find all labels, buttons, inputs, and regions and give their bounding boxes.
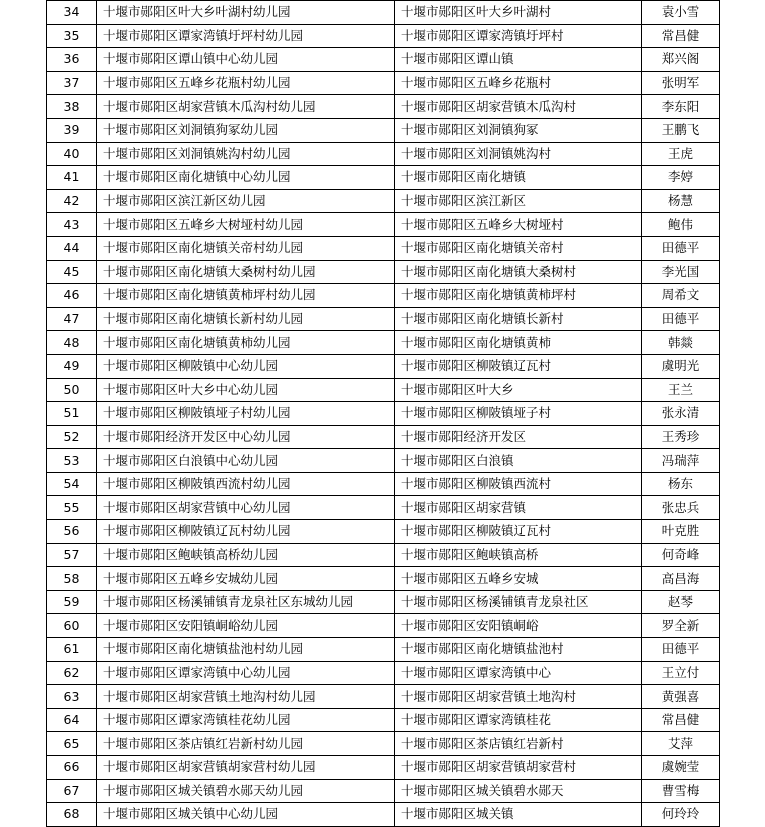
kindergarten-address: 十堰市郧阳区叶大乡 (395, 378, 642, 402)
contact-person: 李光国 (642, 260, 720, 284)
kindergarten-address: 十堰市郧阳区五峰乡花瓶村 (395, 71, 642, 95)
kindergarten-address: 十堰市郧阳区刘洞镇狗冢 (395, 118, 642, 142)
contact-person: 艾萍 (642, 732, 720, 756)
table-row (47, 307, 720, 331)
contact-person: 王秀珍 (642, 425, 720, 449)
contact-person: 曹雪梅 (642, 779, 720, 803)
contact-person: 叶克胜 (642, 520, 720, 544)
table-row (47, 803, 720, 827)
contact-person: 李东阳 (642, 95, 720, 119)
kindergarten-name: 十堰市郧阳经济开发区中心幼儿园 (97, 425, 395, 449)
kindergarten-name: 十堰市郧阳区茶店镇红岩新村幼儿园 (97, 732, 395, 756)
kindergarten-name: 十堰市郧阳区柳陂镇中心幼儿园 (97, 354, 395, 378)
table-row (47, 118, 720, 142)
table-row (47, 284, 720, 308)
row-number: 63 (47, 685, 97, 709)
table-row (47, 48, 720, 72)
row-number: 34 (47, 1, 97, 25)
kindergarten-name: 十堰市郧阳区南化塘镇长新村幼儿园 (97, 307, 395, 331)
table-row (47, 425, 720, 449)
row-number: 47 (47, 307, 97, 331)
row-number: 55 (47, 496, 97, 520)
document-page (46, 0, 719, 827)
kindergarten-name: 十堰市郧阳区五峰乡安城幼儿园 (97, 567, 395, 591)
contact-person: 虞婉莹 (642, 756, 720, 780)
contact-person: 黄强喜 (642, 685, 720, 709)
contact-person: 何奇峰 (642, 543, 720, 567)
row-number: 68 (47, 803, 97, 827)
contact-person: 韩燚 (642, 331, 720, 355)
kindergarten-address: 十堰市郧阳区刘洞镇姚沟村 (395, 142, 642, 166)
kindergarten-name: 十堰市郧阳区五峰乡大树垭村幼儿园 (97, 213, 395, 237)
kindergarten-name: 十堰市郧阳区南化塘镇盐池村幼儿园 (97, 638, 395, 662)
kindergarten-address: 十堰市郧阳区柳陂镇辽瓦村 (395, 354, 642, 378)
contact-person: 周希文 (642, 284, 720, 308)
row-number: 41 (47, 166, 97, 190)
kindergarten-name: 十堰市郧阳区谭家湾镇桂花幼儿园 (97, 708, 395, 732)
contact-person: 张忠兵 (642, 496, 720, 520)
table-row (47, 166, 720, 190)
kindergarten-name: 十堰市郧阳区南化塘镇大桑树村幼儿园 (97, 260, 395, 284)
kindergarten-address: 十堰市郧阳区柳陂镇西流村 (395, 472, 642, 496)
table-row (47, 213, 720, 237)
contact-person: 高昌海 (642, 567, 720, 591)
table-row (47, 732, 720, 756)
kindergarten-name: 十堰市郧阳区鲍峡镇高桥幼儿园 (97, 543, 395, 567)
row-number: 38 (47, 95, 97, 119)
table-row (47, 236, 720, 260)
kindergarten-name: 十堰市郧阳区城关镇中心幼儿园 (97, 803, 395, 827)
table-row (47, 260, 720, 284)
table-row (47, 71, 720, 95)
table-body (47, 1, 720, 827)
row-number: 52 (47, 425, 97, 449)
kindergarten-address: 十堰市郧阳区谭家湾镇桂花 (395, 708, 642, 732)
contact-person: 郑兴阁 (642, 48, 720, 72)
kindergarten-name: 十堰市郧阳区白浪镇中心幼儿园 (97, 449, 395, 473)
table-row (47, 685, 720, 709)
kindergarten-address: 十堰市郧阳区鲍峡镇高桥 (395, 543, 642, 567)
kindergarten-name: 十堰市郧阳区谭家湾镇圩坪村幼儿园 (97, 24, 395, 48)
table-row (47, 543, 720, 567)
kindergarten-address: 十堰市郧阳区五峰乡大树垭村 (395, 213, 642, 237)
kindergarten-address: 十堰市郧阳区谭家湾镇圩坪村 (395, 24, 642, 48)
table-row (47, 496, 720, 520)
table-row (47, 331, 720, 355)
kindergarten-address: 十堰市郧阳区南化塘镇关帝村 (395, 236, 642, 260)
row-number: 53 (47, 449, 97, 473)
row-number: 60 (47, 614, 97, 638)
contact-person: 张永清 (642, 402, 720, 426)
row-number: 65 (47, 732, 97, 756)
kindergarten-name: 十堰市郧阳区城关镇碧水郧天幼儿园 (97, 779, 395, 803)
kindergarten-name: 十堰市郧阳区杨溪铺镇青龙泉社区东城幼儿园 (97, 590, 395, 614)
kindergarten-address: 十堰市郧阳区城关镇碧水郧天 (395, 779, 642, 803)
row-number: 66 (47, 756, 97, 780)
table-row (47, 95, 720, 119)
table-row (47, 638, 720, 662)
kindergarten-address: 十堰市郧阳区南化塘镇黄柿 (395, 331, 642, 355)
kindergarten-address: 十堰市郧阳区谭山镇 (395, 48, 642, 72)
kindergarten-name: 十堰市郧阳区刘洞镇狗冢幼儿园 (97, 118, 395, 142)
row-number: 61 (47, 638, 97, 662)
kindergarten-address: 十堰市郧阳区滨江新区 (395, 189, 642, 213)
contact-person: 罗全新 (642, 614, 720, 638)
row-number: 36 (47, 48, 97, 72)
table-row (47, 472, 720, 496)
kindergarten-name: 十堰市郧阳区柳陂镇辽瓦村幼儿园 (97, 520, 395, 544)
kindergarten-name: 十堰市郧阳区谭山镇中心幼儿园 (97, 48, 395, 72)
table-row (47, 708, 720, 732)
kindergarten-name: 十堰市郧阳区叶大乡叶湖村幼儿园 (97, 1, 395, 25)
table-row (47, 590, 720, 614)
kindergarten-name: 十堰市郧阳区胡家营镇中心幼儿园 (97, 496, 395, 520)
contact-person: 王立付 (642, 661, 720, 685)
kindergarten-address: 十堰市郧阳区柳陂镇辽瓦村 (395, 520, 642, 544)
row-number: 37 (47, 71, 97, 95)
contact-person: 王虎 (642, 142, 720, 166)
kindergarten-address: 十堰市郧阳区城关镇 (395, 803, 642, 827)
contact-person: 李婷 (642, 166, 720, 190)
contact-person: 张明军 (642, 71, 720, 95)
row-number: 48 (47, 331, 97, 355)
kindergarten-address: 十堰市郧阳区谭家湾镇中心 (395, 661, 642, 685)
kindergarten-address: 十堰市郧阳区南化塘镇长新村 (395, 307, 642, 331)
kindergarten-address: 十堰市郧阳区南化塘镇盐池村 (395, 638, 642, 662)
row-number: 45 (47, 260, 97, 284)
kindergarten-name: 十堰市郧阳区柳陂镇垭子村幼儿园 (97, 402, 395, 426)
kindergarten-name: 十堰市郧阳区柳陂镇西流村幼儿园 (97, 472, 395, 496)
kindergarten-address: 十堰市郧阳区杨溪铺镇青龙泉社区 (395, 590, 642, 614)
kindergarten-table (46, 0, 720, 827)
kindergarten-name: 十堰市郧阳区南化塘镇黄柿坪村幼儿园 (97, 284, 395, 308)
kindergarten-name: 十堰市郧阳区南化塘镇关帝村幼儿园 (97, 236, 395, 260)
kindergarten-address: 十堰市郧阳区胡家营镇土地沟村 (395, 685, 642, 709)
kindergarten-address: 十堰市郧阳区安阳镇峒峪 (395, 614, 642, 638)
table-row (47, 402, 720, 426)
table-row (47, 354, 720, 378)
contact-person: 王兰 (642, 378, 720, 402)
kindergarten-address: 十堰市郧阳区南化塘镇大桑树村 (395, 260, 642, 284)
row-number: 57 (47, 543, 97, 567)
table-row (47, 779, 720, 803)
row-number: 46 (47, 284, 97, 308)
row-number: 44 (47, 236, 97, 260)
kindergarten-address: 十堰市郧阳区五峰乡安城 (395, 567, 642, 591)
contact-person: 常昌健 (642, 24, 720, 48)
row-number: 35 (47, 24, 97, 48)
table-row (47, 614, 720, 638)
contact-person: 虞明光 (642, 354, 720, 378)
table-row (47, 520, 720, 544)
contact-person: 田德平 (642, 638, 720, 662)
contact-person: 田德平 (642, 236, 720, 260)
kindergarten-address: 十堰市郧阳区柳陂镇垭子村 (395, 402, 642, 426)
row-number: 56 (47, 520, 97, 544)
kindergarten-address: 十堰市郧阳区南化塘镇 (395, 166, 642, 190)
kindergarten-name: 十堰市郧阳区南化塘镇黄柿幼儿园 (97, 331, 395, 355)
row-number: 59 (47, 590, 97, 614)
row-number: 51 (47, 402, 97, 426)
table-row (47, 661, 720, 685)
contact-person: 王鹏飞 (642, 118, 720, 142)
kindergarten-address: 十堰市郧阳区茶店镇红岩新村 (395, 732, 642, 756)
kindergarten-address: 十堰市郧阳区胡家营镇胡家营村 (395, 756, 642, 780)
kindergarten-name: 十堰市郧阳区南化塘镇中心幼儿园 (97, 166, 395, 190)
kindergarten-address: 十堰市郧阳经济开发区 (395, 425, 642, 449)
contact-person: 常昌健 (642, 708, 720, 732)
row-number: 67 (47, 779, 97, 803)
row-number: 40 (47, 142, 97, 166)
kindergarten-address: 十堰市郧阳区胡家营镇 (395, 496, 642, 520)
contact-person: 何玲玲 (642, 803, 720, 827)
contact-person: 鲍伟 (642, 213, 720, 237)
table-row (47, 189, 720, 213)
row-number: 54 (47, 472, 97, 496)
kindergarten-name: 十堰市郧阳区胡家营镇土地沟村幼儿园 (97, 685, 395, 709)
kindergarten-address: 十堰市郧阳区南化塘镇黄柿坪村 (395, 284, 642, 308)
table-row (47, 567, 720, 591)
row-number: 43 (47, 213, 97, 237)
contact-person: 冯瑞萍 (642, 449, 720, 473)
row-number: 64 (47, 708, 97, 732)
table-row (47, 24, 720, 48)
contact-person: 赵琴 (642, 590, 720, 614)
row-number: 49 (47, 354, 97, 378)
row-number: 42 (47, 189, 97, 213)
row-number: 50 (47, 378, 97, 402)
row-number: 39 (47, 118, 97, 142)
contact-person: 田德平 (642, 307, 720, 331)
kindergarten-name: 十堰市郧阳区安阳镇峒峪幼儿园 (97, 614, 395, 638)
kindergarten-name: 十堰市郧阳区滨江新区幼儿园 (97, 189, 395, 213)
table-row (47, 756, 720, 780)
kindergarten-address: 十堰市郧阳区胡家营镇木瓜沟村 (395, 95, 642, 119)
kindergarten-name: 十堰市郧阳区五峰乡花瓶村幼儿园 (97, 71, 395, 95)
row-number: 58 (47, 567, 97, 591)
table-row (47, 142, 720, 166)
kindergarten-name: 十堰市郧阳区胡家营镇木瓜沟村幼儿园 (97, 95, 395, 119)
table-row (47, 378, 720, 402)
contact-person: 袁小雪 (642, 1, 720, 25)
kindergarten-name: 十堰市郧阳区胡家营镇胡家营村幼儿园 (97, 756, 395, 780)
table-row (47, 449, 720, 473)
kindergarten-address: 十堰市郧阳区白浪镇 (395, 449, 642, 473)
kindergarten-name: 十堰市郧阳区叶大乡中心幼儿园 (97, 378, 395, 402)
row-number: 62 (47, 661, 97, 685)
table-row (47, 1, 720, 25)
kindergarten-name: 十堰市郧阳区刘洞镇姚沟村幼儿园 (97, 142, 395, 166)
contact-person: 杨东 (642, 472, 720, 496)
kindergarten-name: 十堰市郧阳区谭家湾镇中心幼儿园 (97, 661, 395, 685)
contact-person: 杨慧 (642, 189, 720, 213)
kindergarten-address: 十堰市郧阳区叶大乡叶湖村 (395, 1, 642, 25)
